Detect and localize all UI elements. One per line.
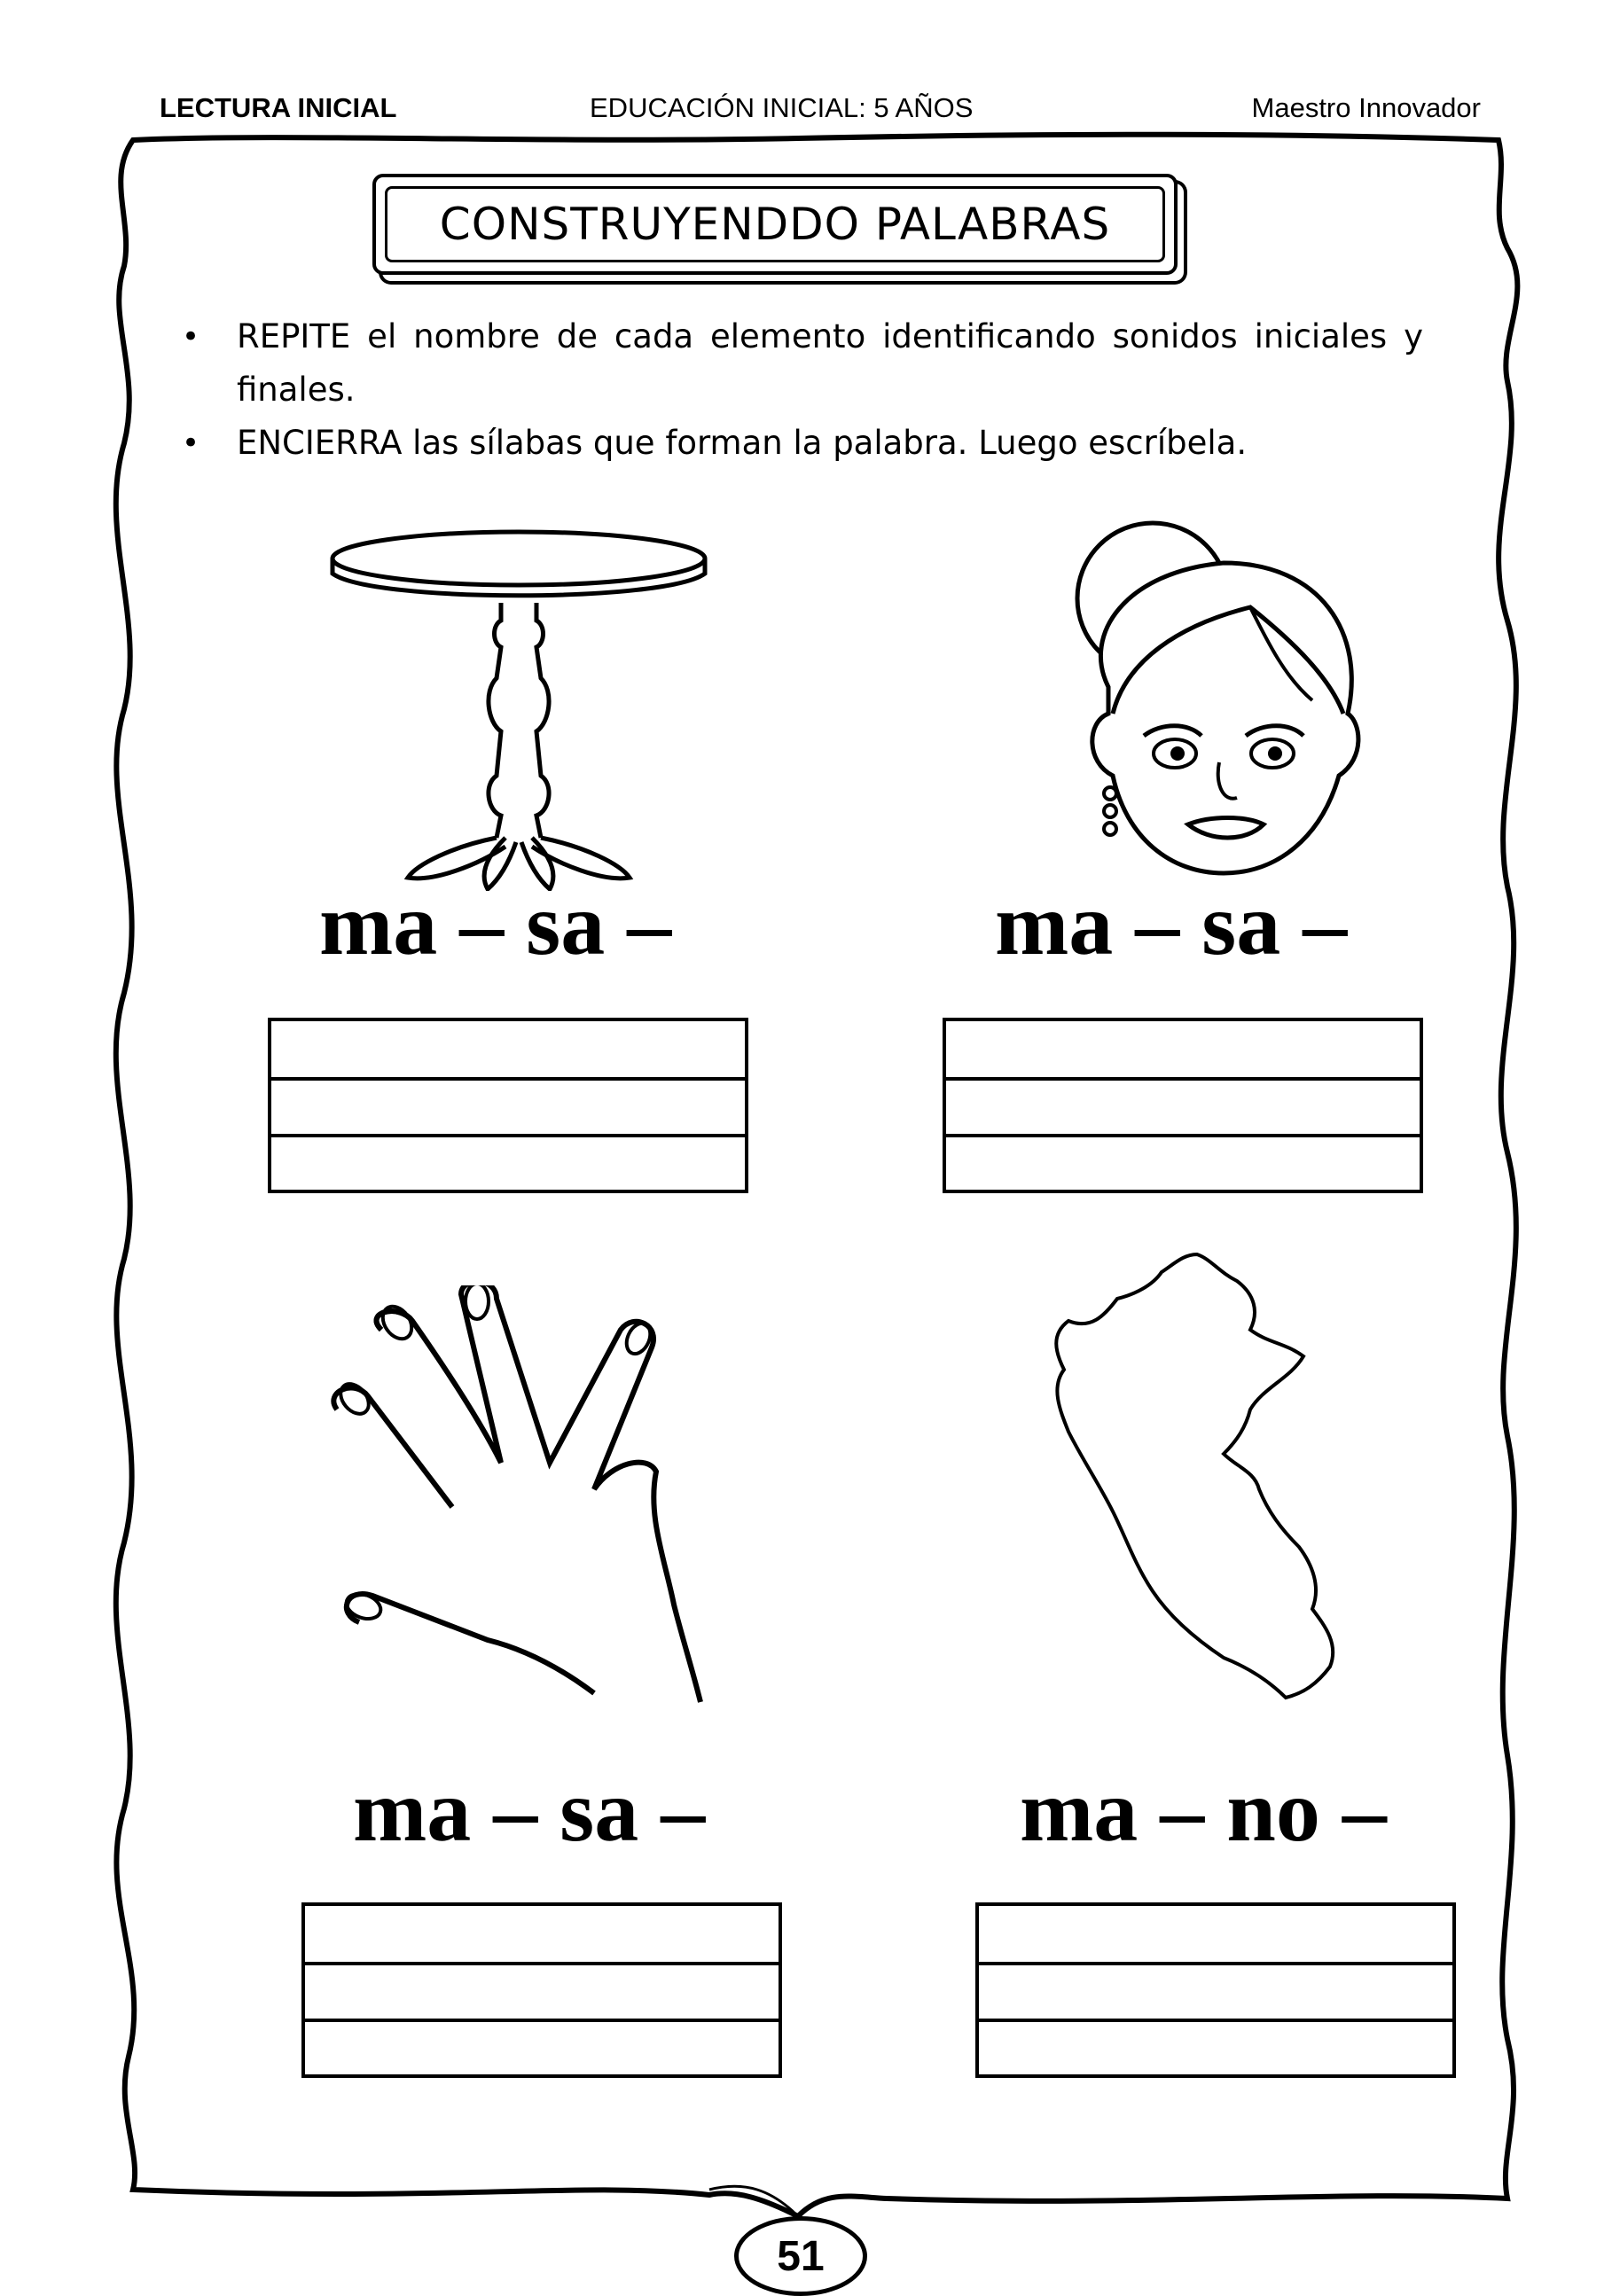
writing-line <box>271 1077 745 1081</box>
writing-line <box>305 1962 779 1965</box>
writing-line <box>946 1134 1420 1137</box>
hand-illustration <box>328 1285 736 1711</box>
header-author: Maestro Innovador <box>1251 92 1481 123</box>
header-level: EDUCACIÓN INICIAL: 5 AÑOS <box>590 92 974 123</box>
title-box <box>372 174 1178 275</box>
header-subject: LECTURA INICIAL <box>160 92 397 123</box>
page-number: 51 <box>734 2216 867 2296</box>
syllables-item-3: ma – sa – <box>353 1761 706 1860</box>
page-header <box>160 92 1481 137</box>
woman-face-illustration <box>1046 510 1401 882</box>
writing-line <box>305 2019 779 2022</box>
instruction-item: • ENCIERRA las sílabas que forman la palabra. Luego escríbela. <box>182 417 1423 470</box>
writing-line <box>979 1962 1452 1965</box>
writing-box-item-2[interactable] <box>943 1018 1423 1193</box>
syllables-item-1: ma – sa – <box>319 875 672 973</box>
writing-box-item-3[interactable] <box>301 1902 782 2078</box>
page-title: CONSTRUYENDDO PALABRAS <box>385 186 1165 262</box>
writing-line <box>271 1134 745 1137</box>
syllables-item-2: ma – sa – <box>995 875 1348 973</box>
syllables-item-4: ma – no – <box>1020 1761 1387 1860</box>
table-illustration <box>319 519 718 891</box>
instruction-item: • REPITE el nombre de cada elemento identificando sonidos iniciales y finales. <box>182 310 1423 417</box>
writing-line <box>979 2019 1452 2022</box>
instructions-list <box>182 310 1423 470</box>
writing-box-item-1[interactable] <box>268 1018 748 1193</box>
writing-line <box>946 1077 1420 1081</box>
peru-map-illustration <box>1046 1246 1383 1706</box>
writing-box-item-4[interactable] <box>975 1902 1456 2078</box>
